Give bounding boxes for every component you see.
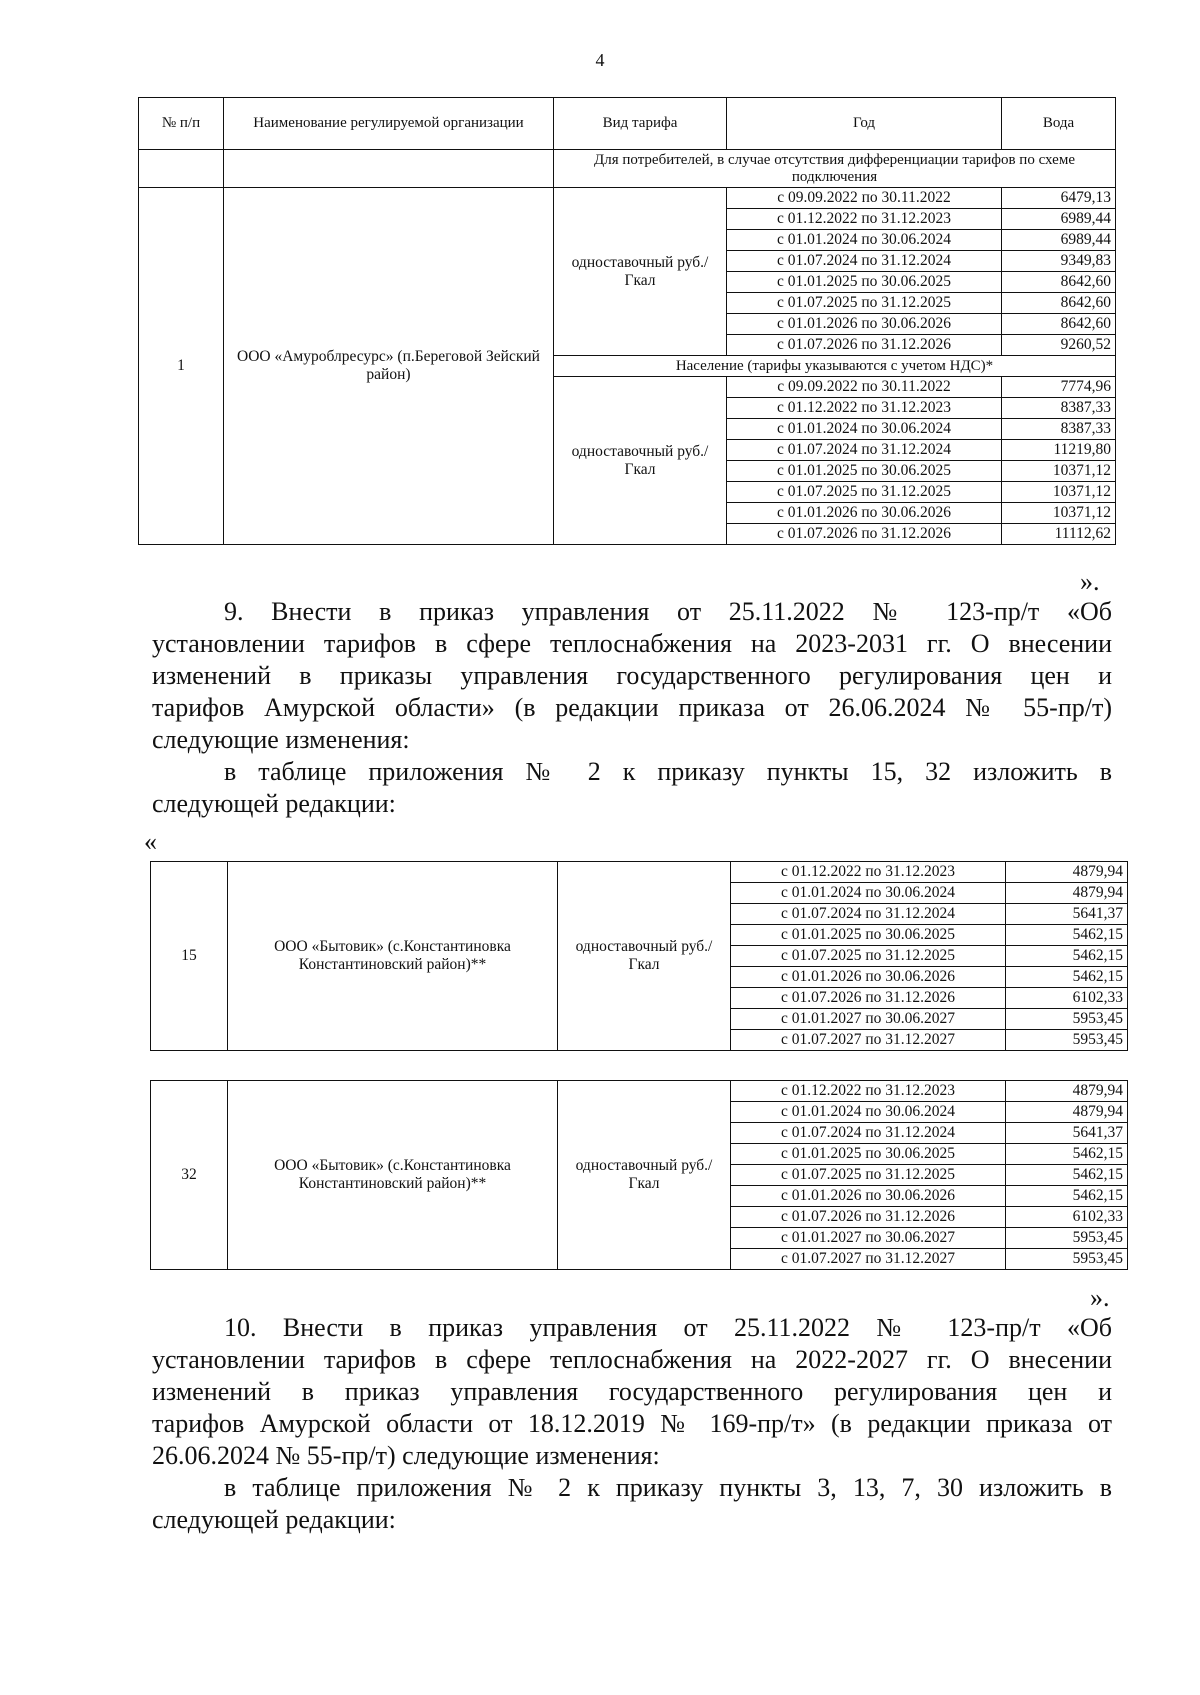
period-cell: с 01.12.2022 по 31.12.2023: [731, 862, 1006, 883]
tariff-type: одноставочный руб./Гкал: [558, 1081, 731, 1270]
header-number: № п/п: [139, 98, 224, 150]
value-cell: 4879,94: [1006, 1081, 1128, 1102]
tariff-table-1: [138, 97, 1116, 545]
value-cell: 6989,44: [1002, 209, 1116, 230]
value-cell: 5462,15: [1006, 967, 1128, 988]
value-cell: 6102,33: [1006, 1207, 1128, 1228]
period-cell: с 01.01.2027 по 30.06.2027: [731, 1228, 1006, 1249]
empty-cell: [224, 150, 554, 188]
organization-name: ООО «Амуроблресурс» (п.Береговой Зейский район): [224, 188, 554, 545]
value-cell: 5641,37: [1006, 1123, 1128, 1144]
period-cell: с 01.01.2024 по 30.06.2024: [731, 883, 1006, 904]
paragraph-line: 9. Внести в приказ управления от 25.11.2022 № 123-пр/т «Об: [224, 597, 1112, 626]
period-cell: с 01.01.2026 по 30.06.2026: [731, 1186, 1006, 1207]
period-cell: с 01.01.2027 по 30.06.2027: [731, 1009, 1006, 1030]
period-cell: с 01.07.2025 по 31.12.2025: [727, 482, 1002, 503]
value-cell: 5953,45: [1006, 1030, 1128, 1051]
period-cell: с 01.01.2026 по 30.06.2026: [731, 967, 1006, 988]
value-cell: 8387,33: [1002, 398, 1116, 419]
paragraph-line: тарифов Амурской области» (в редакции приказа от 26.06.2024 № 55-пр/т): [152, 693, 1112, 722]
organization-name: ООО «Бытовик» (с.Константиновка Константиновский район)**: [228, 1081, 558, 1270]
value-cell: 4879,94: [1006, 883, 1128, 904]
value-cell: 8642,60: [1002, 314, 1116, 335]
value-cell: 6989,44: [1002, 230, 1116, 251]
value-cell: 5641,37: [1006, 904, 1128, 925]
value-cell: 5462,15: [1006, 1186, 1128, 1207]
period-cell: с 09.09.2022 по 30.11.2022: [727, 377, 1002, 398]
paragraph-line: 10. Внести в приказ управления от 25.11.2022 № 123-пр/т «Об: [224, 1313, 1112, 1342]
header-year: Год: [727, 98, 1002, 150]
value-cell: 5953,45: [1006, 1228, 1128, 1249]
empty-cell: [139, 150, 224, 188]
tariff-table-15: [150, 861, 1128, 1051]
paragraph-line: 26.06.2024 № 55-пр/т) следующие изменения:: [152, 1441, 660, 1470]
tariff-type: одноставочный руб./Гкал: [558, 862, 731, 1051]
period-cell: с 01.07.2026 по 31.12.2026: [727, 335, 1002, 356]
period-cell: с 01.01.2025 по 30.06.2025: [731, 1144, 1006, 1165]
row-number: 32: [151, 1081, 228, 1270]
paragraph-line: установлении тарифов в сфере теплоснабжения на 2023-2031 гг. О внесении: [152, 629, 1112, 658]
page-number: 4: [595, 50, 605, 70]
period-cell: с 01.07.2024 по 31.12.2024: [731, 904, 1006, 925]
value-cell: 4879,94: [1006, 862, 1128, 883]
value-cell: 4879,94: [1006, 1102, 1128, 1123]
paragraph-line: следующей редакции:: [152, 789, 396, 818]
paragraph-line: в таблице приложения № 2 к приказу пункты 15, 32 изложить в: [224, 757, 1112, 786]
period-cell: с 01.07.2025 по 31.12.2025: [731, 1165, 1006, 1186]
paragraph-line: следующей редакции:: [152, 1505, 396, 1534]
paragraph-line: установлении тарифов в сфере теплоснабжения на 2022-2027 гг. О внесении: [152, 1345, 1112, 1374]
period-cell: с 01.01.2024 по 30.06.2024: [727, 230, 1002, 251]
period-cell: с 01.07.2027 по 31.12.2027: [731, 1030, 1006, 1051]
period-cell: с 01.07.2024 по 31.12.2024: [731, 1123, 1006, 1144]
paragraph-9: [152, 596, 1112, 820]
period-cell: с 09.09.2022 по 30.11.2022: [727, 188, 1002, 209]
closing-quote-1: ».: [1080, 567, 1100, 596]
row-number: 15: [151, 862, 228, 1051]
period-cell: с 01.07.2024 по 31.12.2024: [727, 440, 1002, 461]
period-cell: с 01.07.2025 по 31.12.2025: [727, 293, 1002, 314]
period-cell: с 01.01.2026 по 30.06.2026: [727, 314, 1002, 335]
group-label-consumers: Для потребителей, в случае отсутствия дифференциации тарифов по схеме подключения: [554, 150, 1116, 188]
period-cell: с 01.01.2025 по 30.06.2025: [727, 461, 1002, 482]
value-cell: 10371,12: [1002, 503, 1116, 524]
paragraph-line: в таблице приложения № 2 к приказу пункты 3, 13, 7, 30 изложить в: [224, 1473, 1112, 1502]
value-cell: 5953,45: [1006, 1009, 1128, 1030]
organization-name: ООО «Бытовик» (с.Константиновка Константиновский район)**: [228, 862, 558, 1051]
paragraph-line: изменений в приказ управления государственного регулирования цен и: [152, 1377, 1112, 1406]
period-cell: с 01.01.2024 по 30.06.2024: [731, 1102, 1006, 1123]
period-cell: с 01.07.2027 по 31.12.2027: [731, 1249, 1006, 1270]
period-cell: с 01.01.2026 по 30.06.2026: [727, 503, 1002, 524]
period-cell: с 01.01.2025 по 30.06.2025: [731, 925, 1006, 946]
tariff-type: одноставочный руб./Гкал: [554, 377, 727, 545]
value-cell: 5462,15: [1006, 1144, 1128, 1165]
period-cell: с 01.12.2022 по 31.12.2023: [731, 1081, 1006, 1102]
period-cell: с 01.07.2025 по 31.12.2025: [731, 946, 1006, 967]
tariff-table-32: [150, 1080, 1128, 1270]
value-cell: 7774,96: [1002, 377, 1116, 398]
value-cell: 6479,13: [1002, 188, 1116, 209]
value-cell: 5462,15: [1006, 925, 1128, 946]
closing-quote-2: ».: [1090, 1283, 1110, 1312]
value-cell: 11219,80: [1002, 440, 1116, 461]
period-cell: с 01.12.2022 по 31.12.2023: [727, 209, 1002, 230]
header-tariff-type: Вид тарифа: [554, 98, 727, 150]
period-cell: с 01.07.2024 по 31.12.2024: [727, 251, 1002, 272]
value-cell: 8642,60: [1002, 293, 1116, 314]
period-cell: с 01.07.2026 по 31.12.2026: [731, 1207, 1006, 1228]
value-cell: 9349,83: [1002, 251, 1116, 272]
period-cell: с 01.01.2024 по 30.06.2024: [727, 419, 1002, 440]
header-water: Вода: [1002, 98, 1116, 150]
period-cell: с 01.01.2025 по 30.06.2025: [727, 272, 1002, 293]
value-cell: 5462,15: [1006, 946, 1128, 967]
value-cell: 5953,45: [1006, 1249, 1128, 1270]
opening-quote: «: [144, 827, 157, 856]
value-cell: 10371,12: [1002, 461, 1116, 482]
value-cell: 8387,33: [1002, 419, 1116, 440]
value-cell: 9260,52: [1002, 335, 1116, 356]
value-cell: 6102,33: [1006, 988, 1128, 1009]
period-cell: с 01.07.2026 по 31.12.2026: [727, 524, 1002, 545]
header-organization: Наименование регулируемой организации: [224, 98, 554, 150]
value-cell: 10371,12: [1002, 482, 1116, 503]
paragraph-10: [152, 1312, 1112, 1536]
paragraph-line: следующие изменения:: [152, 725, 410, 754]
row-number: 1: [139, 188, 224, 545]
value-cell: 11112,62: [1002, 524, 1116, 545]
paragraph-line: изменений в приказы управления государственного регулирования цен и: [152, 661, 1112, 690]
tariff-type: одноставочный руб./Гкал: [554, 188, 727, 356]
group-label-population: Население (тарифы указываются с учетом НДС)*: [554, 356, 1116, 377]
period-cell: с 01.07.2026 по 31.12.2026: [731, 988, 1006, 1009]
value-cell: 5462,15: [1006, 1165, 1128, 1186]
paragraph-line: тарифов Амурской области от 18.12.2019 № 169-пр/т» (в редакции приказа от: [152, 1409, 1112, 1438]
period-cell: с 01.12.2022 по 31.12.2023: [727, 398, 1002, 419]
value-cell: 8642,60: [1002, 272, 1116, 293]
